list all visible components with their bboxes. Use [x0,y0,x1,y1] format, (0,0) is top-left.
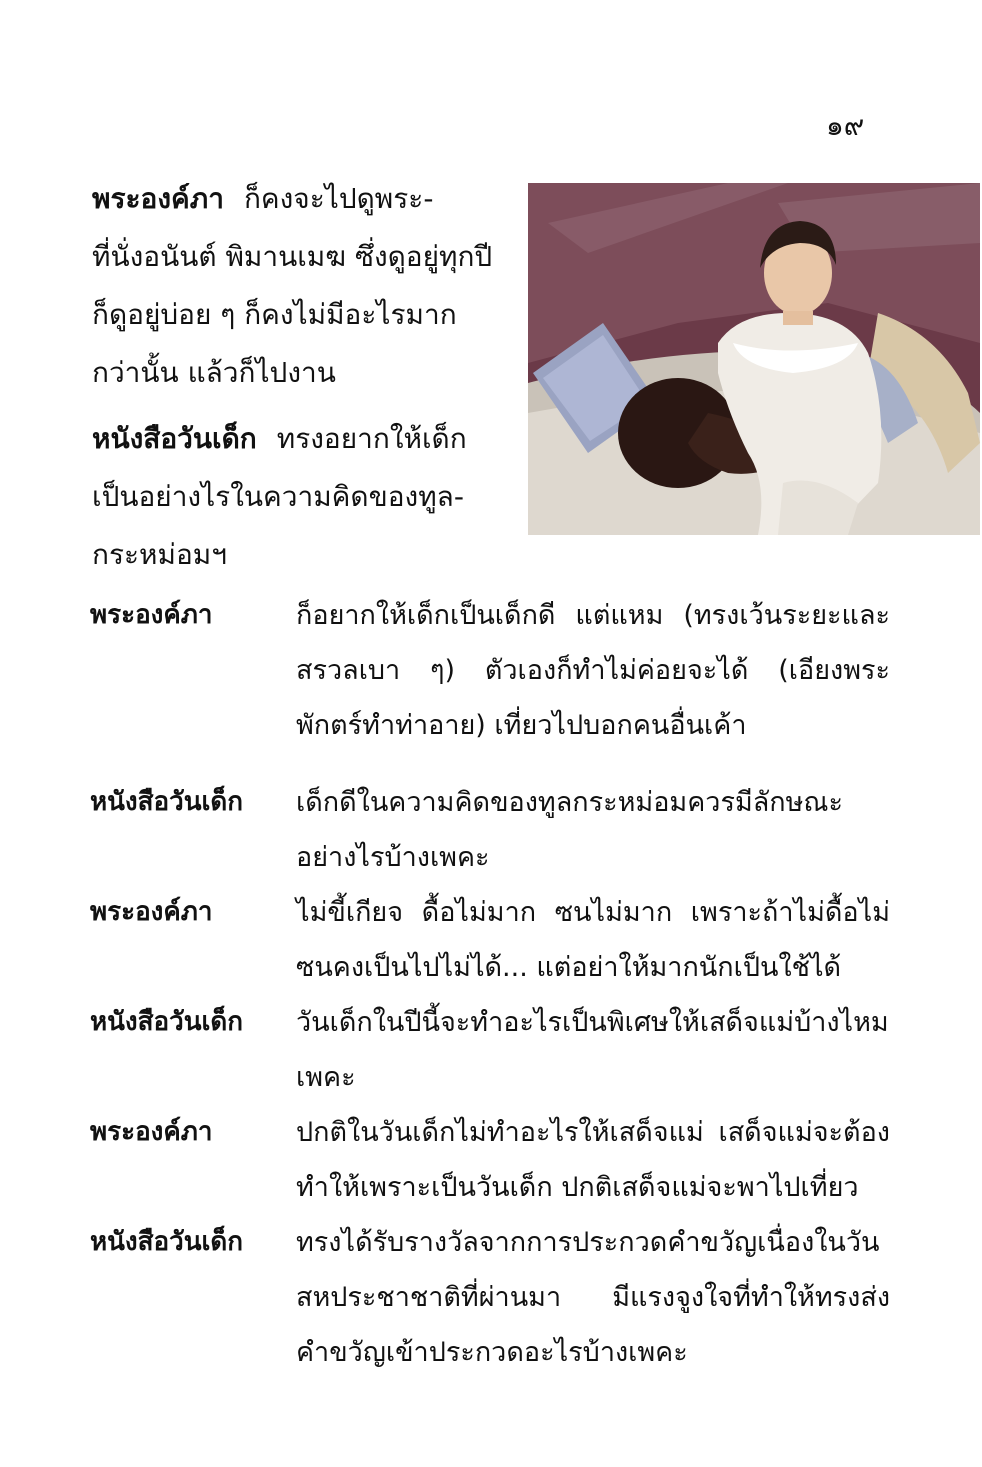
intro-text-block [92,170,502,584]
dialogue-row [90,885,890,995]
speech-text: เด็กดีในความคิดของทูลกระหม่อมควรมีลักษณะอย่างไรบ้างเพคะ [296,787,843,873]
speaker-label: พระองค์ภา [90,600,213,630]
speaker-label: หนังสือวันเด็ก [92,422,257,455]
intro-line: ก็ดูอยู่บ่อย ๆ ก็คงไม่มีอะไรมาก [92,298,457,331]
speaker-label: พระองค์ภา [90,1117,213,1147]
speaker-label: หนังสือวันเด็ก [90,1227,243,1257]
dialogue-row [90,1105,890,1215]
dialogue-row [90,775,890,885]
intro-line [92,170,502,228]
dialogue-row [90,995,890,1105]
dialogue-section [90,588,890,1380]
speaker-label: หนังสือวันเด็ก [90,787,243,817]
photo-girl-on-sofa [528,183,980,535]
intro-line: เป็นอย่างไรในความคิดของทูล- [92,480,464,513]
speech-text: ปกติในวันเด็กไม่ทำอะไรให้เสด็จแม่ เสด็จแม่จะต้องทำให้เพราะเป็นวันเด็ก ปกติเสด็จแม่จะพาไปเที่ยว [296,1117,890,1203]
intro-line [92,410,502,468]
speech-fragment: ก็คงจะไปดูพระ- [243,182,434,215]
dialogue-row [90,588,890,753]
intro-line: กระหม่อมฯ [92,538,227,571]
speech-text: ทรงได้รับรางวัลจากการประกวดคำขวัญเนื่องในวันสหประชาชาติที่ผ่านมา มีแรงจูงใจที่ทำให้ทรงส่งคำขวัญเข้าประกวดอะไรบ้างเพคะ [296,1227,890,1368]
speech-text: วันเด็กในปีนี้จะทำอะไรเป็นพิเศษให้เสด็จแม่บ้างไหมเพคะ [296,1007,889,1093]
speaker-label: หนังสือวันเด็ก [90,1007,243,1037]
speech-fragment: ทรงอยากให้เด็ก [276,422,467,455]
dialogue-row [90,1215,890,1380]
speech-text: ไม่ขี้เกียจ ดื้อไม่มาก ซนไม่มาก เพราะถ้าไม่ดื้อไม่ซนคงเป็นไปไม่ได้... แต่อย่าให้มากนักเป็นใช้ได้ [296,897,890,983]
speech-text: ก็อยากให้เด็กเป็นเด็กดี แต่แหม (ทรงเว้นระยะและสรวลเบา ๆ) ตัวเองก็ทำไม่ค่อยจะได้ (เอียงพระพักตร์ทำท่าอาย) เที่ยวไปบอกคนอื่นเค้า [296,600,890,741]
speaker-label: พระองค์ภา [90,897,213,927]
speaker-label: พระองค์ภา [92,182,224,215]
intro-line: ที่นั่งอนันต์ พิมานเมฆ ซึ่งดูอยู่ทุกปี [92,240,493,273]
page-number: ๑๙ [826,109,865,142]
intro-line: กว่านั้น แล้วก็ไปงาน [92,356,336,389]
